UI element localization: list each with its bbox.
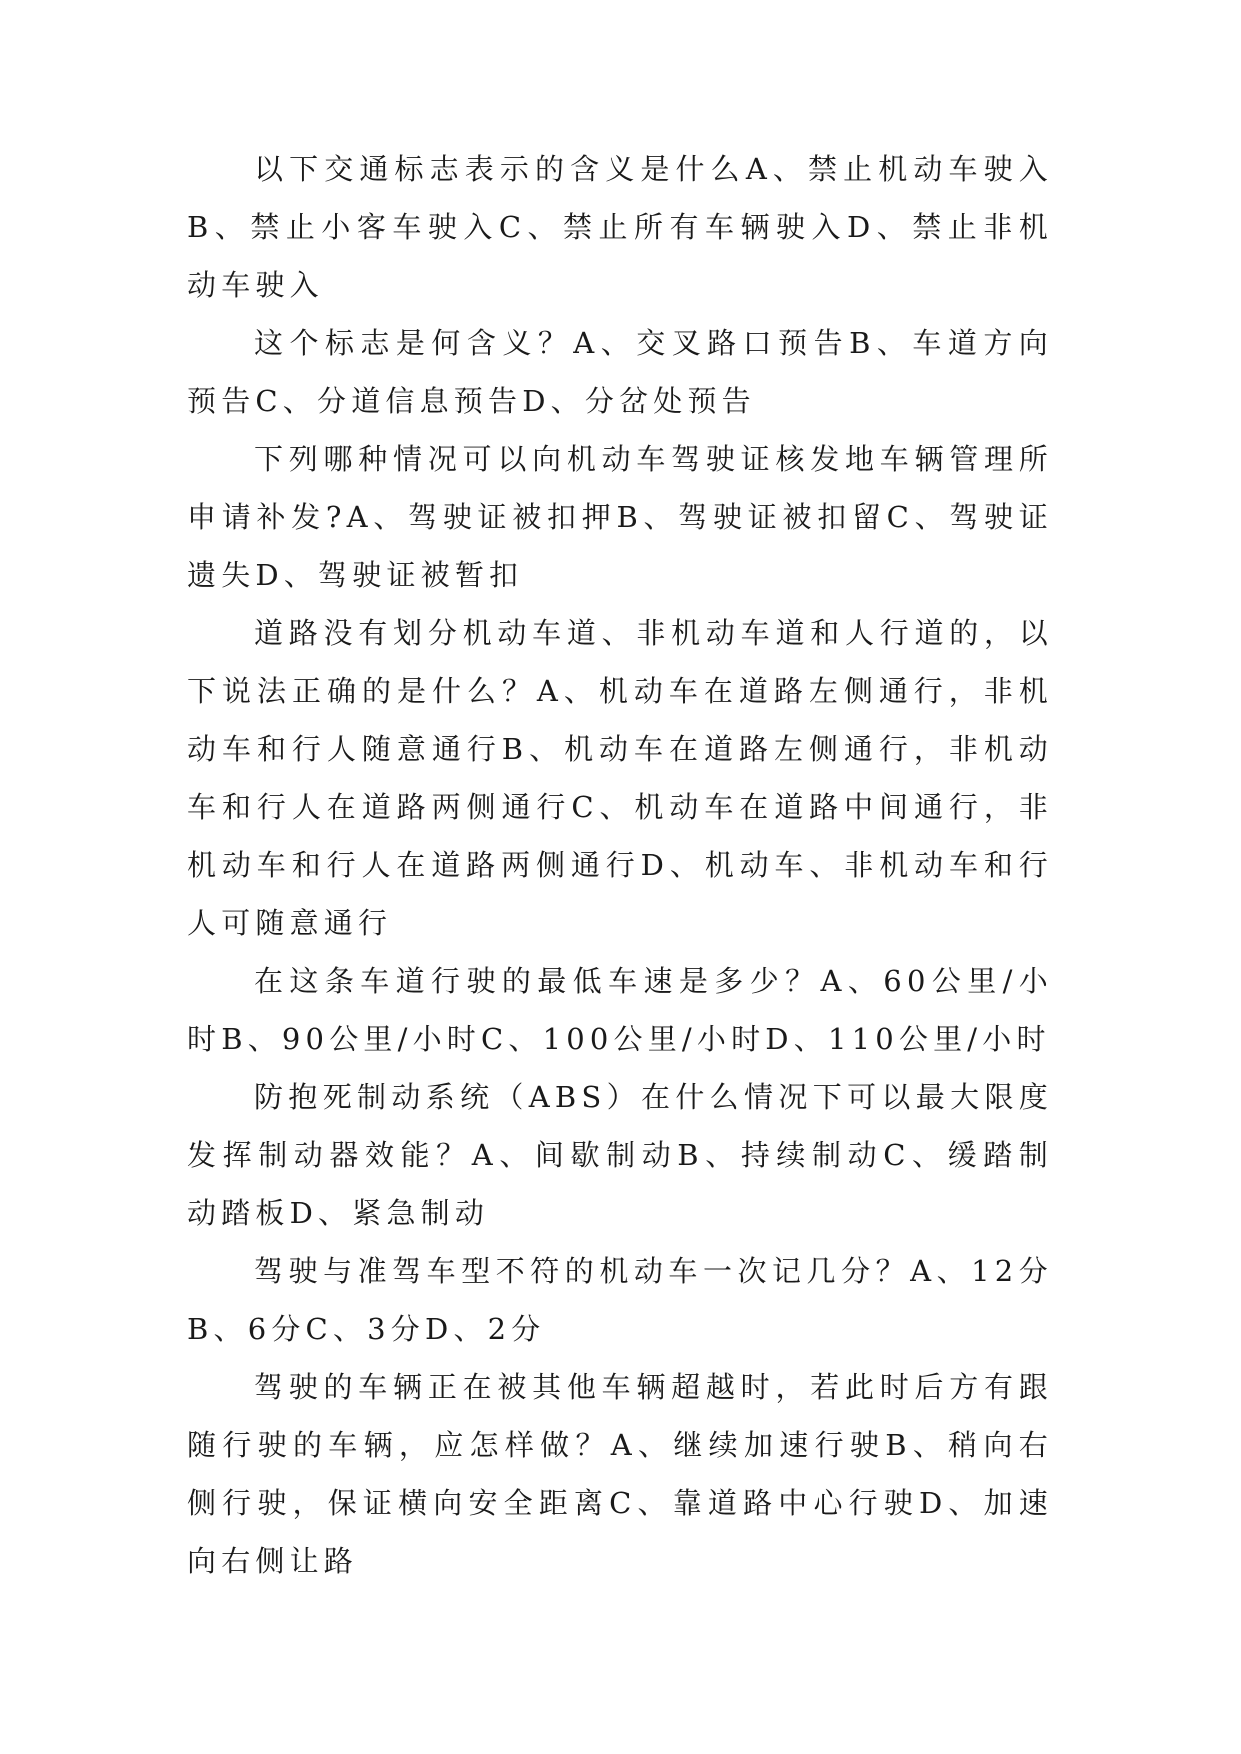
question-paragraph-7: 驾驶与准驾车型不符的机动车一次记几分？A、12分B、6分C、3分D、2分 — [187, 1254, 1053, 1346]
question-paragraph-5: 在这条车道行驶的最低车速是多少？A、60公里/小时B、90公里/小时C、100公里/小时D、110公里/小时 — [187, 964, 1053, 1056]
question-paragraph-3: 下列哪种情况可以向机动车驾驶证核发地车辆管理所申请补发?A、驾驶证被扣押B、驾驶证被扣留C、驾驶证遗失D、驾驶证被暂扣 — [187, 442, 1053, 592]
document-body — [187, 140, 1053, 1590]
question-paragraph-4: 道路没有划分机动车道、非机动车道和人行道的，以下说法正确的是什么？A、机动车在道路左侧通行，非机动车和行人随意通行B、机动车在道路左侧通行，非机动车和行人在道路两侧通行C、机动车在道路中间通行，非机动车和行人在道路两侧通行D、机动车、非机动车和行人可随意通行 — [187, 616, 1053, 940]
question-paragraph-1: 以下交通标志表示的含义是什么A、禁止机动车驶入B、禁止小客车驶入C、禁止所有车辆驶入D、禁止非机动车驶入 — [187, 152, 1053, 302]
question-paragraph-6: 防抱死制动系统（ABS）在什么情况下可以最大限度发挥制动器效能？A、间歇制动B、持续制动C、缓踏制动踏板D、紧急制动 — [187, 1080, 1053, 1230]
question-paragraph-2: 这个标志是何含义？A、交叉路口预告B、车道方向预告C、分道信息预告D、分岔处预告 — [187, 326, 1053, 418]
question-paragraph-8: 驾驶的车辆正在被其他车辆超越时，若此时后方有跟随行驶的车辆，应怎样做？A、继续加速行驶B、稍向右侧行驶，保证横向安全距离C、靠道路中心行驶D、加速向右侧让路 — [187, 1370, 1053, 1578]
